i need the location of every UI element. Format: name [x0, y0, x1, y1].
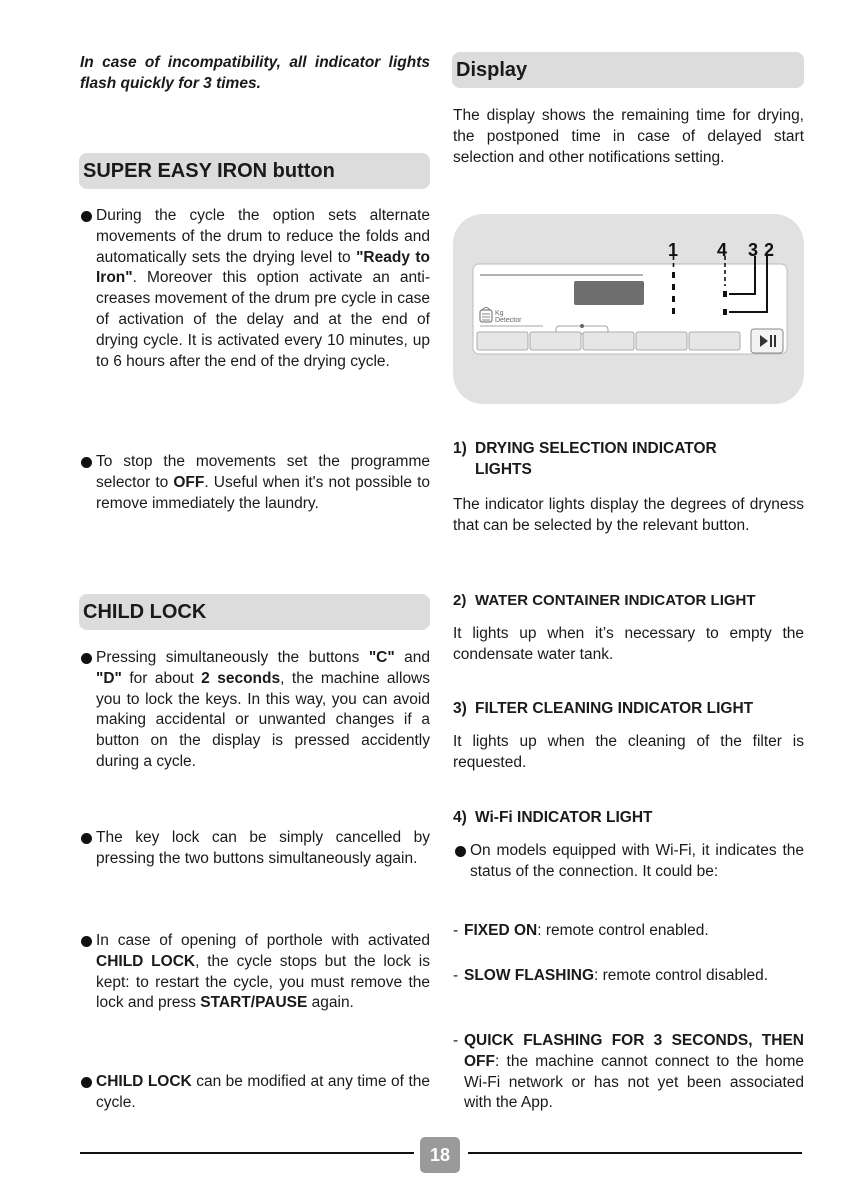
display-heading: Display — [452, 52, 804, 88]
footer-rule-left — [80, 1152, 414, 1154]
bullet-icon — [81, 457, 92, 468]
wifi-state-quick-flashing: - QUICK FLASHING FOR 3 SECONDS, THEN OFF: the machine cannot connect to the home Wi-Fi network or has not yet been associated with the App. — [453, 1032, 804, 1112]
super-easy-iron-text-1: During the cycle the option sets alternate movements of the drum to reduce the folds and automatically sets the drying level to "Ready to Iron". Moreover this option activate an anti-creases movement of the drum pre cycle in case of activation of the delay and at the end of drying cycle. It is activated every 10 minutes, up to 6 hours after the end of the drying cycle. — [96, 207, 430, 370]
bullet-icon — [81, 936, 92, 947]
footer-rule-right — [468, 1152, 802, 1154]
detector-label: Detector — [495, 317, 522, 324]
control-panel-illustration — [453, 214, 804, 404]
item-4-text: On models equipped with Wi-Fi, it indicates the status of the connection. It could be: — [470, 842, 804, 880]
child-lock-text-3: In case of opening of porthole with activated CHILD LOCK, the cycle stops but the lock is kept: to restart the cycle, you must remove the lock and press START/PAUSE again. — [96, 932, 430, 1012]
bullet-icon — [81, 211, 92, 222]
super-easy-iron-heading: SUPER EASY IRON button — [79, 153, 430, 189]
item-4-heading: 4) Wi-Fi INDICATOR LIGHT — [453, 809, 653, 826]
child-lock-text-1: Pressing simultaneously the buttons "C" and "D" for about 2 seconds, the machine allows you to lock the keys. In this way, you can avoid making accidental or unwanted changes if a button on the display is pressed accidently during a cycle. — [96, 649, 431, 770]
play-pause-icon — [751, 329, 783, 353]
child-lock-text-4: CHILD LOCK can be modified at any time of the cycle. — [96, 1073, 430, 1111]
bullet-icon — [455, 846, 466, 857]
item-3-text: It lights up when the cleaning of the filter is requested. — [453, 733, 804, 771]
display-description: The display shows the remaining time for drying, the postponed time in case of delayed start selection and other notifications setting. — [453, 107, 804, 166]
callout-3: 3 — [748, 240, 759, 260]
kg-label: Kg — [495, 310, 504, 317]
bullet-icon — [81, 1077, 92, 1088]
item-1-heading: 1) DRYING SELECTION INDICATOR LIGHTS — [453, 440, 717, 478]
item-2-text: It lights up when it’s necessary to empty the condensate water tank. — [453, 625, 804, 663]
callout-1: 1 — [668, 240, 679, 260]
incompatibility-note: In case of incompatibility, all indicator lights flash quickly for 3 times. — [80, 54, 430, 92]
item-2-heading: 2) WATER CONTAINER INDICATOR LIGHT — [453, 592, 756, 609]
wifi-state-fixed-on: - FIXED ON: remote control enabled. — [453, 922, 709, 939]
item-3-heading: 3) FILTER CLEANING INDICATOR LIGHT — [453, 700, 754, 717]
bullet-icon — [81, 653, 92, 664]
child-lock-text-2: The key lock can be simply cancelled by pressing the two buttons simultaneously again. — [96, 829, 430, 867]
item-1-text: The indicator lights display the degrees of dryness that can be selected by the relevant button. — [453, 496, 804, 534]
child-lock-heading: CHILD LOCK — [79, 594, 430, 630]
callout-4: 4 — [717, 240, 728, 260]
bullet-icon — [81, 833, 92, 844]
control-panel-svg — [453, 214, 804, 404]
super-easy-iron-text-2: To stop the movements set the programme selector to OFF. Useful when it's not possible to remove immediately the laundry. — [96, 453, 430, 512]
page-number: 18 — [420, 1137, 460, 1173]
wifi-state-slow-flashing: - SLOW FLASHING: remote control disabled. — [453, 967, 769, 984]
callout-2: 2 — [764, 240, 775, 260]
